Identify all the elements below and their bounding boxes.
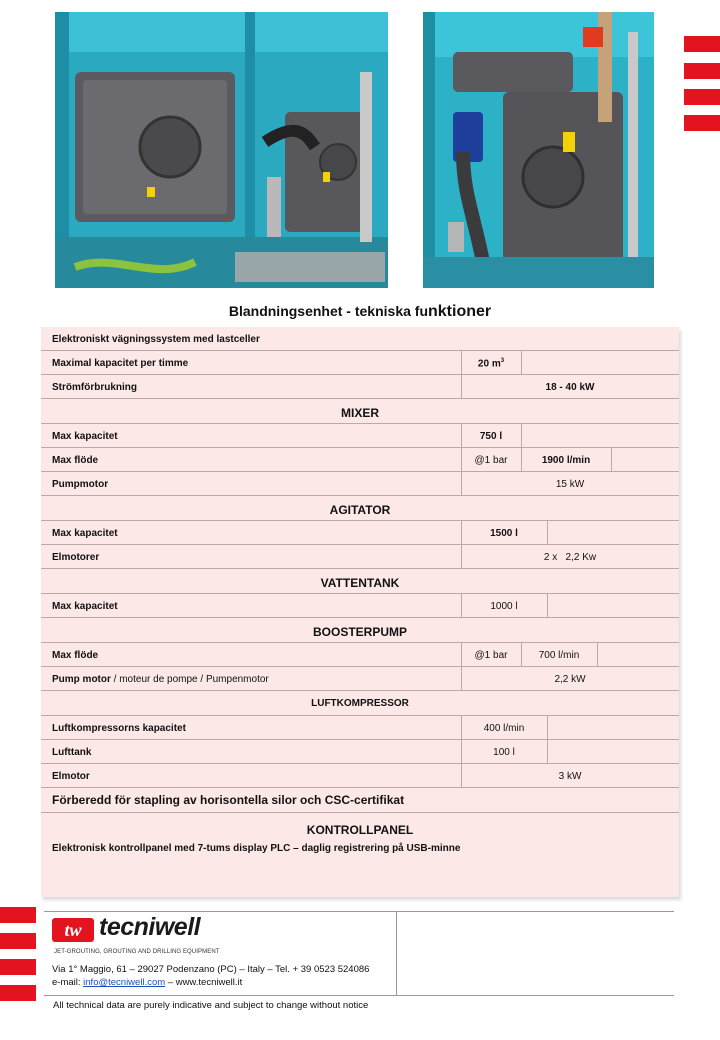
mixer-heading: MIXER <box>340 406 379 420</box>
compressor-motor-label: Elmotor <box>52 771 90 782</box>
booster-flow-pressure: @1 bar <box>474 650 508 661</box>
tecniwell-logo-mark <box>52 918 94 947</box>
power-label: Strömförbrukning <box>52 382 137 393</box>
contact-line <box>52 977 242 988</box>
booster-flow-row <box>41 643 679 667</box>
compressor-heading-row <box>41 691 679 716</box>
control-panel-row <box>41 813 679 897</box>
booster-flow-value: 700 l/min <box>538 650 580 661</box>
booster-motor-label: Pump motor / moteur de pompe / Pumpenmotor <box>52 674 269 685</box>
agitator-capacity-label: Max kapacitet <box>52 528 118 539</box>
weighing-label: Elektroniskt vägningssystem med lastceller <box>52 334 260 345</box>
red-stripe-decoration <box>684 115 720 131</box>
tecniwell-logo-name: tecniwell <box>99 913 201 941</box>
mixer-unit-photo-right <box>423 12 654 288</box>
power-value: 18 - 40 kW <box>545 382 595 393</box>
email-link[interactable]: info@tecniwell.com <box>83 977 166 988</box>
red-stripe-decoration <box>684 36 720 52</box>
footer-divider-bottom <box>44 995 674 996</box>
red-stripe-decoration <box>0 959 36 975</box>
water-tank-heading: VATTENTANK <box>320 576 400 590</box>
email-prefix: e-mail: <box>52 977 84 988</box>
mixer-capacity-row <box>41 424 679 448</box>
agitator-motors-label: Elmotorer <box>52 552 100 563</box>
mixer-motor-label: Pumpmotor <box>52 479 109 490</box>
max-capacity-label: Maximal kapacitet per timme <box>52 358 189 369</box>
control-panel-description: Elektronisk kontrollpanel med 7-tums display PLC – daglig registrering på USB-minne <box>52 843 461 854</box>
compressor-motor-row <box>41 764 679 788</box>
compressor-tank-row <box>41 740 679 764</box>
compressor-tank-label: Lufttank <box>52 747 92 758</box>
water-tank-capacity-row <box>41 594 679 618</box>
mixer-capacity-label: Max kapacitet <box>52 431 118 442</box>
agitator-heading: AGITATOR <box>329 503 391 517</box>
page-title-part2: nktioner <box>428 303 492 320</box>
tecniwell-tagline: JET-GROUTING, GROUTING AND DRILLING EQUIPMENT <box>54 949 220 955</box>
mixer-unit-photo-left <box>55 12 388 288</box>
booster-heading-row <box>41 618 679 643</box>
page-title <box>0 303 720 321</box>
disclaimer: All technical data are purely indicative and subject to change without notice <box>53 1000 369 1011</box>
max-capacity-value: 20 $m^3$ <box>477 358 505 370</box>
footer-divider-vertical <box>396 911 397 996</box>
red-stripe-decoration <box>684 89 720 105</box>
booster-motor-row <box>41 667 679 691</box>
mixer-flow-pressure: @1 bar <box>474 455 508 466</box>
water-tank-capacity-label: Max kapacitet <box>52 601 118 612</box>
mixer-heading-row <box>41 399 679 424</box>
booster-flow-label: Max flöde <box>52 650 99 661</box>
mixer-motor-value: 15 kW <box>555 479 585 490</box>
mixer-motor-row <box>41 472 679 496</box>
booster-motor-value: 2,2 kW <box>554 674 586 685</box>
mixer-flow-row <box>41 448 679 472</box>
prepared-text: Förberedd för stapling av horisontella silor och CSC-certifikat <box>52 793 405 807</box>
agitator-motors-value: 2 x 2,2 Kw <box>543 552 597 563</box>
prepared-row <box>41 788 679 813</box>
mixer-capacity-value: 750 l <box>479 431 503 442</box>
red-stripe-decoration <box>0 933 36 949</box>
red-stripe-decoration <box>684 63 720 79</box>
agitator-capacity-row <box>41 521 679 545</box>
agitator-heading-row <box>41 496 679 521</box>
control-panel-heading: KONTROLLPANEL <box>306 823 414 837</box>
mixer-flow-value: 1900 l/min <box>541 455 591 466</box>
spec-row-power <box>41 375 679 399</box>
spec-row-weighing <box>41 327 679 351</box>
website-text: – www.tecniwell.it <box>165 977 243 988</box>
compressor-capacity-label: Luftkompressorns kapacitet <box>52 723 186 734</box>
page-title-part1: Blandningsenhet - tekniska fu <box>228 303 428 319</box>
compressor-tank-value: 100 l <box>493 747 515 758</box>
compressor-capacity-row <box>41 716 679 740</box>
water-tank-capacity-value: 1000 l <box>490 601 518 612</box>
company-address: Via 1° Maggio, 61 – 29027 Podenzano (PC) – Italy – Tel. + 39 0523 524086 <box>52 964 370 975</box>
logo-mark-text: tw <box>64 920 82 940</box>
water-tank-heading-row <box>41 569 679 594</box>
compressor-motor-value: 3 kW <box>558 771 582 782</box>
footer-divider-top <box>44 911 674 912</box>
booster-heading: BOOSTERPUMP <box>312 625 407 639</box>
spec-table <box>41 327 679 897</box>
compressor-capacity-value: 400 l/min <box>483 723 525 734</box>
agitator-capacity-value: 1500 l <box>490 528 518 539</box>
red-stripe-decoration <box>0 907 36 923</box>
agitator-motors-row <box>41 545 679 569</box>
red-stripe-decoration <box>0 985 36 1001</box>
compressor-heading: LUFTKOMPRESSOR <box>311 698 409 709</box>
spec-row-max-capacity <box>41 351 679 375</box>
mixer-flow-label: Max flöde <box>52 455 99 466</box>
